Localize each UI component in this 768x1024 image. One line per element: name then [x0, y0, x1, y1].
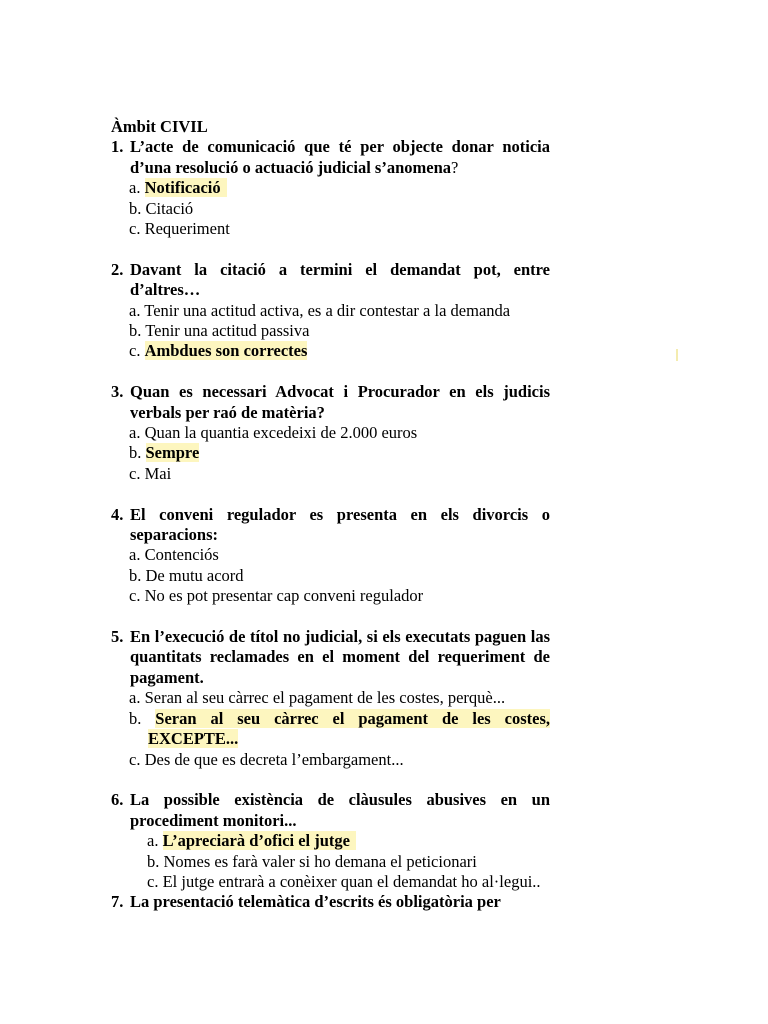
option-letter: a.: [129, 300, 141, 320]
answer-option: [111, 586, 550, 606]
option-text-correct: Seran al seu càrrec el pagament de les costes, EXCEPTE...: [148, 708, 550, 749]
option-letter: b.: [147, 851, 160, 871]
option-text: Citació: [145, 198, 194, 218]
option-letter: c.: [129, 586, 141, 606]
spacer: [111, 770, 550, 790]
option-letter: a.: [129, 423, 141, 443]
option-letter: a.: [129, 545, 141, 565]
answer-option: [111, 464, 550, 484]
question-number: 2.: [111, 259, 124, 279]
question-stem: [111, 892, 550, 912]
question-2: [111, 260, 550, 362]
option-text: De mutu acord: [145, 565, 244, 585]
answer-option: [111, 709, 550, 750]
answer-option: [111, 443, 550, 463]
option-text: Requeriment: [144, 219, 230, 239]
answer-option: [111, 199, 550, 219]
answer-option: [111, 688, 550, 708]
question-text: L’acte de comunicació que té per objecte donar noticia d’una resolució o actuació judicial s’anomena: [130, 137, 550, 177]
answer-option: [111, 423, 550, 443]
question-6: [111, 790, 550, 892]
option-letter: a.: [129, 688, 141, 708]
option-letter: b.: [129, 708, 142, 728]
question-stem: [111, 790, 550, 831]
answer-option: [111, 872, 550, 892]
answer-option: [111, 301, 550, 321]
question-number: 1.: [111, 137, 124, 157]
option-letter: c.: [129, 219, 141, 239]
option-letter: c.: [129, 463, 141, 483]
question-stem: [111, 627, 550, 688]
question-text-tail: ?: [451, 157, 459, 177]
question-text: La presentació telemàtica d’escrits és obligatòria per: [130, 892, 501, 912]
option-letter: a.: [147, 831, 159, 851]
option-letter: b.: [129, 321, 142, 341]
option-text-correct: L’apreciarà d’ofici el jutge: [163, 831, 356, 850]
question-number: 4.: [111, 504, 124, 524]
question-1: [111, 137, 550, 239]
question-text: Quan es necessari Advocat i Procurador en els judicis verbals per raó de matèria?: [130, 382, 550, 422]
question-stem: [111, 260, 550, 301]
answer-option: [111, 566, 550, 586]
question-number: 7.: [111, 892, 124, 912]
spacer: [111, 607, 550, 627]
option-letter: b.: [129, 443, 142, 463]
option-text: El jutge entrarà a conèixer quan el demandat ho al·legui..: [162, 871, 541, 891]
question-text: Davant la citació a termini el demandat pot, entre d’altres…: [130, 259, 550, 300]
answer-option: [111, 341, 550, 361]
answer-option: [111, 852, 550, 872]
option-letter: b.: [129, 198, 142, 218]
question-text: El conveni regulador es presenta en els divorcis o separacions:: [130, 504, 550, 545]
question-stem: [111, 382, 550, 423]
option-text: Contenciós: [144, 545, 219, 565]
question-3: [111, 382, 550, 484]
option-text: Quan la quantia excedeixi de 2.000 euros: [144, 423, 418, 443]
option-text-correct: Ambdues son correctes: [144, 341, 308, 361]
question-text: La possible existència de clàusules abusives en un procediment monitori...: [130, 790, 550, 830]
answer-option: [111, 321, 550, 341]
option-text-correct: Notificació: [145, 178, 227, 197]
spacer: [111, 239, 550, 259]
option-letter: c.: [129, 749, 141, 769]
answer-option: [111, 750, 550, 770]
option-text: Nomes es farà valer si ho demana el peticionari: [163, 851, 477, 871]
option-text-correct: Sempre: [145, 443, 200, 463]
answer-option: [111, 831, 550, 851]
option-letter: b.: [129, 565, 142, 585]
spacer: [111, 484, 550, 504]
question-text: En l’execució de títol no judicial, si els executats paguen las quantitats reclamades en el moment del requeriment de pagament.: [130, 627, 550, 687]
option-letter: c.: [129, 341, 141, 361]
spacer: [111, 362, 550, 382]
option-letter: a.: [129, 178, 141, 198]
question-stem: [111, 137, 550, 178]
question-5: [111, 627, 550, 770]
section-heading: Àmbit CIVIL: [111, 117, 208, 136]
option-text: Tenir una actitud activa, es a dir contestar a la demanda: [144, 300, 511, 320]
question-number: 5.: [111, 627, 124, 647]
option-text: Tenir una actitud passiva: [145, 321, 310, 341]
question-number: 3.: [111, 382, 124, 402]
answer-option: [111, 178, 550, 198]
answer-option: [111, 545, 550, 565]
highlight-mark: [676, 349, 678, 361]
question-stem: [111, 505, 550, 546]
question-number: 6.: [111, 790, 124, 810]
question-7: [111, 892, 550, 912]
question-4: [111, 505, 550, 607]
option-letter: c.: [147, 871, 159, 891]
document-page: [111, 117, 550, 913]
option-text: Seran al seu càrrec el pagament de les costes, perquè...: [144, 688, 506, 708]
option-text: No es pot presentar cap conveni regulador: [144, 586, 424, 606]
option-text: Mai: [144, 463, 172, 483]
answer-option: [111, 219, 550, 239]
option-text: Des de que es decreta l’embargament...: [144, 749, 404, 769]
